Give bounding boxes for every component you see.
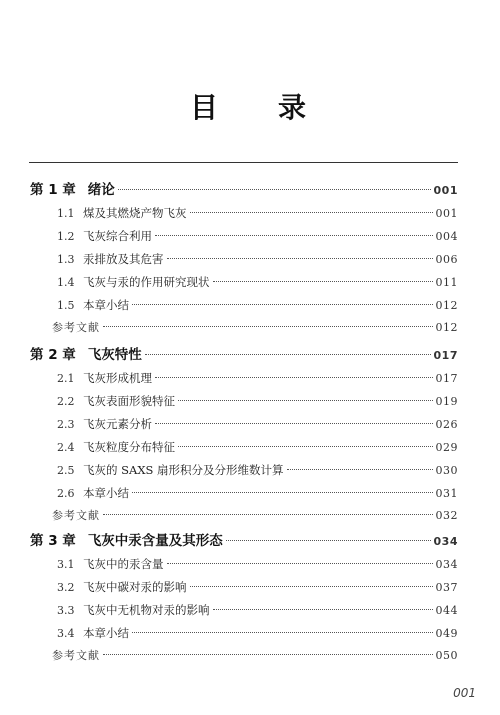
title-divider [29, 162, 458, 163]
dot-leader [190, 586, 433, 587]
chapter-number: 第 2 章 [30, 347, 76, 363]
dot-leader [155, 423, 433, 424]
section-page: 001 [435, 207, 458, 220]
section-title: 飞灰粒度分布特征 [83, 440, 175, 454]
dot-leader [287, 469, 433, 470]
section-page: 006 [435, 253, 458, 266]
toc-chapter-1[interactable] [30, 180, 458, 200]
section-number: 1.5 [57, 299, 75, 312]
section-title: 飞灰中碳对汞的影响 [83, 580, 187, 594]
section-number: 1.3 [57, 253, 75, 266]
dot-leader [226, 540, 431, 541]
section-page: 026 [435, 418, 458, 431]
section-title: 飞灰中无机物对汞的影响 [83, 603, 210, 617]
dot-leader [155, 377, 433, 378]
references-label: 参考文献 [52, 649, 100, 662]
section-title: 本章小结 [83, 486, 129, 500]
section-number: 2.6 [57, 487, 75, 500]
section-page: 029 [435, 441, 458, 454]
section-page: 031 [435, 487, 458, 500]
references-page: 012 [435, 321, 458, 334]
section-number: 1.4 [57, 276, 75, 289]
toc-section-2-5[interactable] [57, 460, 458, 480]
references-label: 参考文献 [52, 321, 100, 334]
section-number: 2.5 [57, 464, 75, 477]
dot-leader [103, 514, 433, 515]
dot-leader [178, 446, 433, 447]
chapter-number: 第 3 章 [30, 533, 76, 549]
section-title: 飞灰与汞的作用研究现状 [83, 275, 210, 289]
chapter-title: 飞灰中汞含量及其形态 [87, 533, 223, 549]
section-title: 飞灰形成机理 [83, 371, 152, 385]
section-title: 飞灰元素分析 [83, 417, 152, 431]
section-number: 2.1 [57, 372, 75, 385]
toc-section-3-4[interactable] [57, 623, 458, 643]
dot-leader [167, 258, 433, 259]
section-number: 2.4 [57, 441, 75, 454]
toc-section-3-3[interactable] [57, 600, 458, 620]
dot-leader [155, 235, 433, 236]
dot-leader [103, 654, 433, 655]
toc-section-3-2[interactable] [57, 577, 458, 597]
toc-section-2-1[interactable] [57, 368, 458, 388]
dot-leader [190, 212, 433, 213]
section-title: 煤及其燃烧产物飞灰 [83, 206, 187, 220]
chapter-page: 001 [433, 184, 458, 197]
toc-chapter-3[interactable] [30, 531, 458, 551]
section-page: 004 [435, 230, 458, 243]
section-page: 011 [435, 276, 458, 289]
dot-leader [132, 492, 433, 493]
chapter-number: 第 1 章 [30, 182, 76, 198]
toc-section-1-5[interactable] [57, 295, 458, 315]
page-number: 001 [453, 686, 476, 700]
section-number: 1.1 [57, 207, 75, 220]
section-number: 3.2 [57, 581, 75, 594]
section-page: 049 [435, 627, 458, 640]
toc-section-2-3[interactable] [57, 414, 458, 434]
toc-title-char-1: 目 [189, 91, 222, 124]
section-title: 飞灰的 SAXS 扇形积分及分形维数计算 [83, 463, 284, 477]
section-number: 1.2 [57, 230, 75, 243]
toc-section-3-1[interactable] [57, 554, 458, 574]
section-title: 飞灰综合利用 [83, 229, 152, 243]
chapter-title: 飞灰特性 [87, 347, 142, 363]
dot-leader [132, 632, 433, 633]
section-title: 汞排放及其危害 [83, 252, 164, 266]
chapter-title: 绪论 [87, 182, 115, 198]
toc-references-2[interactable] [52, 506, 458, 526]
section-page: 037 [435, 581, 458, 594]
references-label: 参考文献 [52, 509, 100, 522]
toc-section-1-4[interactable] [57, 272, 458, 292]
section-page: 017 [435, 372, 458, 385]
dot-leader [103, 326, 433, 327]
section-title: 飞灰表面形貌特征 [83, 394, 175, 408]
section-title: 飞灰中的汞含量 [83, 557, 164, 571]
section-title: 本章小结 [83, 626, 129, 640]
chapter-page: 034 [433, 535, 458, 548]
section-page: 034 [435, 558, 458, 571]
toc-section-2-4[interactable] [57, 437, 458, 457]
toc-references-3[interactable] [52, 646, 458, 666]
toc-chapter-2[interactable] [30, 345, 458, 365]
toc-section-2-2[interactable] [57, 391, 458, 411]
section-number: 3.1 [57, 558, 75, 571]
dot-leader [213, 609, 433, 610]
dot-leader [213, 281, 433, 282]
references-page: 050 [435, 649, 458, 662]
dot-leader [145, 354, 431, 355]
dot-leader [167, 563, 433, 564]
section-page: 012 [435, 299, 458, 312]
toc-section-1-1[interactable] [57, 203, 458, 223]
section-number: 3.4 [57, 627, 75, 640]
section-page: 044 [435, 604, 458, 617]
dot-leader [132, 304, 433, 305]
dot-leader [178, 400, 433, 401]
dot-leader [118, 189, 431, 190]
section-number: 2.2 [57, 395, 75, 408]
toc-title-char-2: 录 [278, 91, 311, 124]
section-page: 019 [435, 395, 458, 408]
toc-section-1-3[interactable] [57, 249, 458, 269]
toc-section-1-2[interactable] [57, 226, 458, 246]
section-title: 本章小结 [83, 298, 129, 312]
section-page: 030 [435, 464, 458, 477]
toc-section-2-6[interactable] [57, 483, 458, 503]
toc-references-1[interactable] [52, 318, 458, 338]
section-number: 3.3 [57, 604, 75, 617]
references-page: 032 [435, 509, 458, 522]
toc-title [0, 86, 500, 126]
chapter-page: 017 [433, 349, 458, 362]
section-number: 2.3 [57, 418, 75, 431]
